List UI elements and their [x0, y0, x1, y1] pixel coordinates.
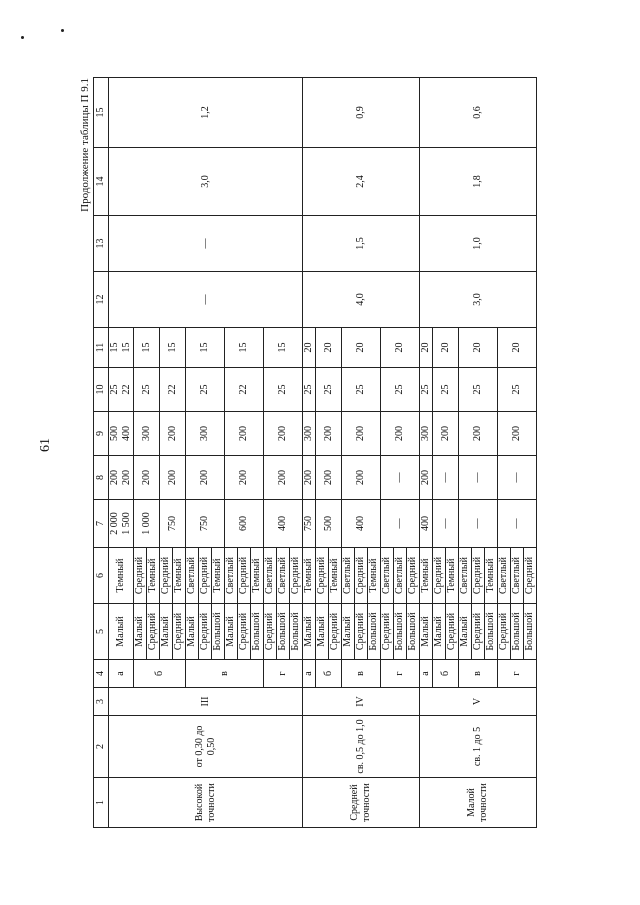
value-cell-c9: 300 — [303, 412, 316, 456]
value-cell-c8: 200 — [186, 456, 225, 500]
table-row — [109, 78, 134, 828]
column-header: 5 — [94, 604, 109, 660]
contrast-cell: Большой — [524, 604, 537, 660]
value-cell-c9: 200 — [381, 412, 420, 456]
value-cell-c7: 400 — [420, 500, 433, 548]
contrast-cell: Малый — [134, 604, 147, 660]
range-cell: от 0,30 до 0,50 — [109, 716, 303, 778]
value-cell-c11: 20 — [381, 328, 420, 368]
scan-dot — [61, 29, 64, 32]
background-cell: Темный — [109, 548, 134, 604]
subcategory-cell: в — [459, 660, 498, 688]
background-cell: Темный — [329, 548, 342, 604]
column-header: 7 — [94, 500, 109, 548]
background-cell: Светлый — [225, 548, 238, 604]
background-cell: Средний — [472, 548, 485, 604]
column-header: 8 — [94, 456, 109, 500]
value-cell-c10: 25 — [433, 368, 459, 412]
scan-dot — [21, 36, 24, 39]
column-header: 14 — [94, 148, 109, 216]
column-header: 10 — [94, 368, 109, 412]
background-cell: Темный — [420, 548, 433, 604]
value-cell-c11: 15 — [160, 328, 186, 368]
background-cell: Средний — [160, 548, 173, 604]
value-cell-c12: 3,0 — [420, 272, 537, 328]
value-cell-c7: 400 — [264, 500, 303, 548]
value-cell-c9: 300 — [186, 412, 225, 456]
subcategory-cell: а — [420, 660, 433, 688]
background-cell: Темный — [212, 548, 225, 604]
contrast-cell: Средний — [238, 604, 251, 660]
background-cell: Средний — [238, 548, 251, 604]
value-cell-c8: 200 — [264, 456, 303, 500]
table-caption: Продолжение таблицы П 9.1 — [79, 78, 91, 212]
background-cell: Светлый — [381, 548, 394, 604]
value-cell-c12: — — [109, 272, 303, 328]
background-cell: Темный — [485, 548, 498, 604]
value-cell-c11: 20 — [303, 328, 316, 368]
rotated-table-container — [79, 78, 543, 828]
value-cell-c9: 200 — [264, 412, 303, 456]
contrast-cell: Малый — [109, 604, 134, 660]
value-cell-c10: 25 — [186, 368, 225, 412]
category-cell: III — [109, 688, 303, 716]
value-cell-c7: 750 — [303, 500, 316, 548]
contrast-cell: Большой — [277, 604, 290, 660]
value-cell-c7: 750 — [186, 500, 225, 548]
value-cell-c11: 15 — [186, 328, 225, 368]
background-cell: Средний — [134, 548, 147, 604]
value-cell-c9: 300 — [420, 412, 433, 456]
subcategory-cell: б — [433, 660, 459, 688]
value-cell-c7: 750 — [160, 500, 186, 548]
contrast-cell: Средний — [472, 604, 485, 660]
contrast-cell: Большой — [394, 604, 407, 660]
value-cell-c8: 200 — [342, 456, 381, 500]
contrast-cell: Большой — [368, 604, 381, 660]
contrast-cell: Большой — [212, 604, 225, 660]
subcategory-cell: а — [109, 660, 134, 688]
column-header: 9 — [94, 412, 109, 456]
value-cell-c7: 500 — [316, 500, 342, 548]
value-cell-c13: 1,0 — [420, 216, 537, 272]
contrast-cell: Малый — [316, 604, 329, 660]
background-cell: Средний — [199, 548, 212, 604]
column-header: 4 — [94, 660, 109, 688]
subcategory-cell: б — [134, 660, 186, 688]
column-header: 15 — [94, 78, 109, 148]
value-cell-c14: 2,4 — [303, 148, 420, 216]
value-cell-c9: 200 — [459, 412, 498, 456]
column-header: 1 — [94, 778, 109, 828]
page-number: 61 — [38, 438, 53, 452]
contrast-cell: Большой — [290, 604, 303, 660]
background-cell: Средний — [407, 548, 420, 604]
value-cell-c8: — — [433, 456, 459, 500]
value-cell-c7: 2 000 1 500 — [109, 500, 134, 548]
background-cell: Светлый — [459, 548, 472, 604]
background-cell: Светлый — [277, 548, 290, 604]
value-cell-c8: — — [381, 456, 420, 500]
value-cell-c11: 20 — [342, 328, 381, 368]
subcategory-cell: г — [264, 660, 303, 688]
value-cell-c9: 500 400 — [109, 412, 134, 456]
value-cell-c10: 25 — [420, 368, 433, 412]
contrast-cell: Малый — [225, 604, 238, 660]
value-cell-c15: 0,6 — [420, 78, 537, 148]
value-cell-c11: 15 15 — [109, 328, 134, 368]
range-cell: св. 0,5 до 1,0 — [303, 716, 420, 778]
value-cell-c10: 25 — [303, 368, 316, 412]
value-cell-c9: 200 — [433, 412, 459, 456]
range-cell: св. 1 до 5 — [420, 716, 537, 778]
value-cell-c10: 25 — [498, 368, 537, 412]
value-cell-c8: 200 — [316, 456, 342, 500]
contrast-cell: Средний — [264, 604, 277, 660]
column-header: 3 — [94, 688, 109, 716]
contrast-cell: Большой — [485, 604, 498, 660]
background-cell: Средний — [316, 548, 329, 604]
accuracy-cell: Малой точности — [420, 778, 537, 828]
category-cell: IV — [303, 688, 420, 716]
table-row — [420, 78, 433, 828]
value-cell-c7: 400 — [342, 500, 381, 548]
value-cell-c8: 200 — [420, 456, 433, 500]
value-cell-c10: 25 22 — [109, 368, 134, 412]
value-cell-c11: 15 — [134, 328, 160, 368]
value-cell-c9: 200 — [225, 412, 264, 456]
contrast-cell: Средний — [199, 604, 212, 660]
value-cell-c8: 200 200 — [109, 456, 134, 500]
contrast-cell: Малый — [342, 604, 355, 660]
subcategory-cell: г — [381, 660, 420, 688]
value-cell-c7: — — [381, 500, 420, 548]
contrast-cell: Малый — [459, 604, 472, 660]
background-cell: Средний — [433, 548, 446, 604]
subcategory-cell: в — [186, 660, 264, 688]
value-cell-c8: — — [459, 456, 498, 500]
accuracy-cell: Высокой точности — [109, 778, 303, 828]
value-cell-c7: — — [433, 500, 459, 548]
subcategory-cell: а — [303, 660, 316, 688]
contrast-cell: Малый — [420, 604, 433, 660]
value-cell-c8: 200 — [225, 456, 264, 500]
contrast-cell: Большой — [407, 604, 420, 660]
contrast-cell: Средний — [498, 604, 511, 660]
value-cell-c9: 200 — [342, 412, 381, 456]
subcategory-cell: б — [316, 660, 342, 688]
value-cell-c10: 25 — [342, 368, 381, 412]
background-cell: Темный — [446, 548, 459, 604]
contrast-cell: Средний — [173, 604, 186, 660]
value-cell-c14: 1,8 — [420, 148, 537, 216]
value-cell-c11: 20 — [459, 328, 498, 368]
contrast-cell: Малый — [186, 604, 199, 660]
lighting-norms-table — [93, 77, 537, 828]
value-cell-c8: 200 — [303, 456, 316, 500]
value-cell-c7: — — [459, 500, 498, 548]
column-header: 13 — [94, 216, 109, 272]
value-cell-c11: 20 — [498, 328, 537, 368]
value-cell-c15: 1,2 — [109, 78, 303, 148]
value-cell-c10: 25 — [134, 368, 160, 412]
background-cell: Светлый — [498, 548, 511, 604]
background-cell: Светлый — [342, 548, 355, 604]
header-row — [94, 78, 109, 828]
value-cell-c11: 15 — [225, 328, 264, 368]
value-cell-c10: 25 — [459, 368, 498, 412]
background-cell: Темный — [147, 548, 160, 604]
contrast-cell: Малый — [160, 604, 173, 660]
background-cell: Светлый — [511, 548, 524, 604]
contrast-cell: Большой — [251, 604, 264, 660]
contrast-cell: Средний — [381, 604, 394, 660]
background-cell: Средний — [524, 548, 537, 604]
background-cell: Темный — [173, 548, 186, 604]
table-header — [94, 78, 109, 828]
value-cell-c9: 300 — [134, 412, 160, 456]
contrast-cell: Средний — [355, 604, 368, 660]
contrast-cell: Средний — [329, 604, 342, 660]
value-cell-c12: 4,0 — [303, 272, 420, 328]
table-row — [303, 78, 316, 828]
contrast-cell: Большой — [511, 604, 524, 660]
value-cell-c9: 200 — [498, 412, 537, 456]
value-cell-c13: — — [109, 216, 303, 272]
value-cell-c8: 200 — [160, 456, 186, 500]
category-cell: V — [420, 688, 537, 716]
background-cell: Темный — [303, 548, 316, 604]
value-cell-c15: 0,9 — [303, 78, 420, 148]
contrast-cell: Средний — [147, 604, 160, 660]
value-cell-c8: — — [498, 456, 537, 500]
background-cell: Средний — [355, 548, 368, 604]
background-cell: Средний — [290, 548, 303, 604]
value-cell-c10: 25 — [381, 368, 420, 412]
column-header: 11 — [94, 328, 109, 368]
contrast-cell: Средний — [446, 604, 459, 660]
value-cell-c11: 20 — [433, 328, 459, 368]
value-cell-c9: 200 — [316, 412, 342, 456]
background-cell: Темный — [251, 548, 264, 604]
value-cell-c7: — — [498, 500, 537, 548]
value-cell-c14: 3,0 — [109, 148, 303, 216]
value-cell-c8: 200 — [134, 456, 160, 500]
background-cell: Темный — [368, 548, 381, 604]
column-header: 6 — [94, 548, 109, 604]
value-cell-c7: 1 000 — [134, 500, 160, 548]
value-cell-c11: 15 — [264, 328, 303, 368]
column-header: 2 — [94, 716, 109, 778]
value-cell-c13: 1,5 — [303, 216, 420, 272]
value-cell-c10: 25 — [316, 368, 342, 412]
background-cell: Светлый — [264, 548, 277, 604]
value-cell-c10: 25 — [264, 368, 303, 412]
subcategory-cell: г — [498, 660, 537, 688]
background-cell: Светлый — [394, 548, 407, 604]
value-cell-c10: 22 — [160, 368, 186, 412]
value-cell-c7: 600 — [225, 500, 264, 548]
contrast-cell: Малый — [303, 604, 316, 660]
column-header: 12 — [94, 272, 109, 328]
value-cell-c9: 200 — [160, 412, 186, 456]
table-body — [109, 78, 537, 828]
contrast-cell: Малый — [433, 604, 446, 660]
accuracy-cell: Средней точности — [303, 778, 420, 828]
value-cell-c11: 20 — [420, 328, 433, 368]
value-cell-c11: 20 — [316, 328, 342, 368]
background-cell: Светлый — [186, 548, 199, 604]
value-cell-c10: 22 — [225, 368, 264, 412]
subcategory-cell: в — [342, 660, 381, 688]
